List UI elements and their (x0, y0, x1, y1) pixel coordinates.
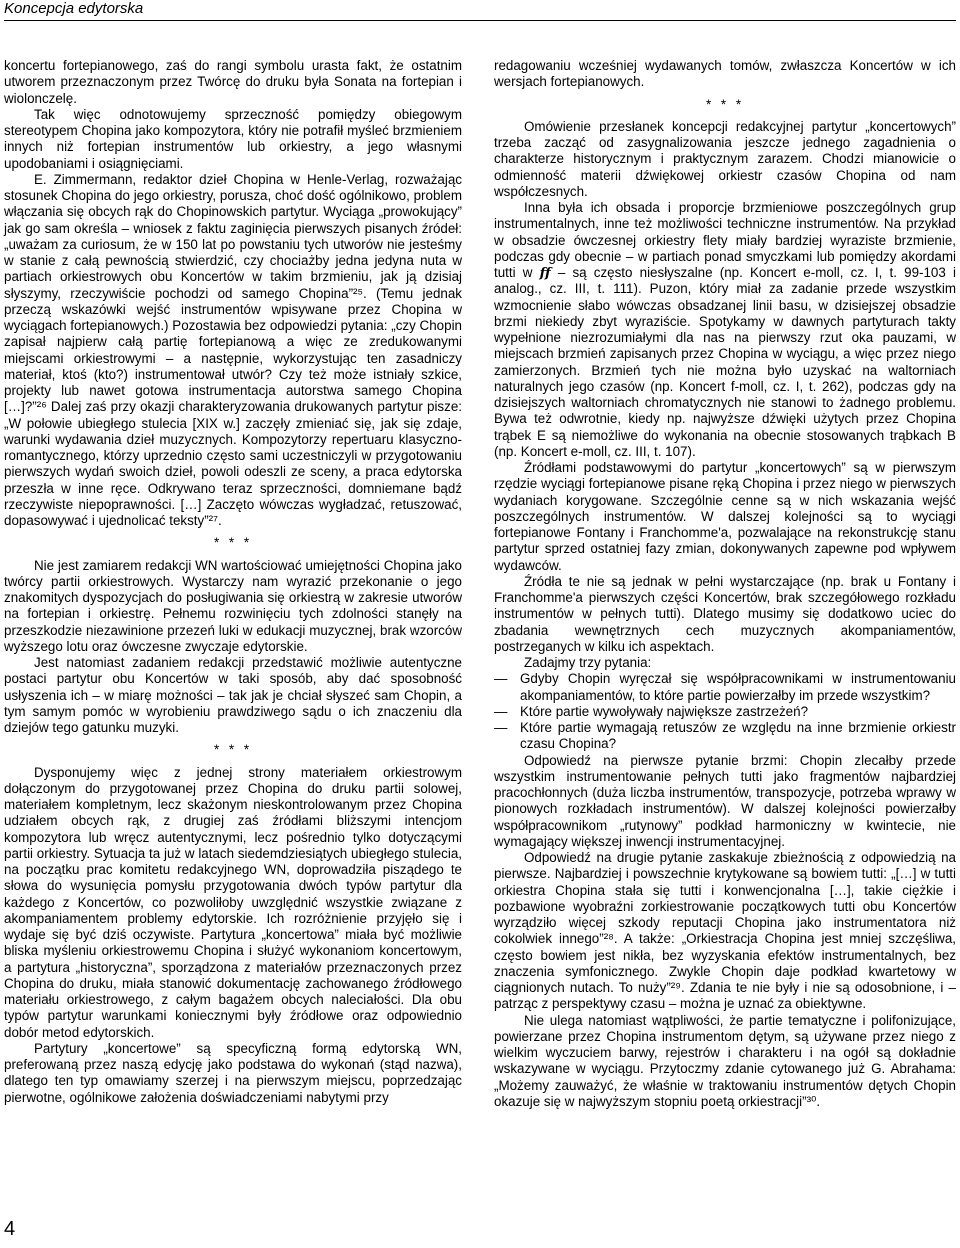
paragraph: Jest natomiast zadaniem redakcji przedstawić możliwie autentyczne postaci partytur obu Koncertów w taki sposób, aby dać sposobność usłyszenia ich – w miarę możności – tak jak je chciał słyszeć sam Chopin, a tym samym pomóc w wyrobieniu prawdziwego sądu o ich znaczeniu dla dziejów tego gatunku muzyki. (4, 655, 462, 735)
paragraph: Odpowiedź na drugie pytanie zaskakuje zbieżnością z odpowiedzią na pierwsze. Najbardziej i powszechnie krytykowane są bowiem tutti: „[…] w tutti orkiestra Chopina stała się tutti i konwencjonalna […], takie ciężkie i pozbawione wyobraźni zorkiestrowanie początkowych tutti obu Koncertów wyrządziło więcej szkody reputacji Chopina jako instrumentatora niż cokolwiek innego”²⁸. A także: „Orkiestracja Chopina jest mniej szczęśliwa, często bowiem jest nikła, bez wyzyskania efektów instrumentalnych, bez znaczenia symfonicznego. Zwykle Chopin daje podkład kwartetowy w ciągnionych nutach. To nuży”²⁹. Zdania te nie były i nie są odosobnione, i – patrząc z perspektywy czasu – można je uznać za obiektywne. (494, 850, 956, 1012)
right-column (494, 58, 956, 1110)
section-separator: * * * (213, 535, 253, 551)
paragraph: Nie ulega natomiast wątpliwości, że partie tematyczne i polifonizujące, powierzane przez Chopina instrumentom dętym, są używane przez niego z wielkim wyczuciem barwy, rejestrów i charakteru i na ogół są dokładnie wskazywane w wyciągu. Przytoczmy zdanie cytowanego już G. Abrahama: „Możemy zauważyć, że właśnie w traktowaniu instrumentów dętych Chopin okazuje się w najwyższym stopniu poetą orkiestracji”³⁰. (494, 1012, 956, 1109)
paragraph: Tak więc odnotowujemy sprzeczność pomiędzy obiegowym stereotypem Chopina jako kompozytora, który nie potrafił myśleć brzmieniem innych niż fortepian instrumentów lub orkiestry, a jego własnymi upodobaniami i osiągnięciami. (4, 106, 462, 171)
paragraph: Partytury „koncertowe” są specyficzną formą edytorską WN, preferowaną przez naszą edycję jako podstawa do wykonań (stąd nazwa), dlatego ten typ omawiamy szerzej i na pierwszym miejscu, poprzedzając pierwotne, ogólnikowe założenia doświadczeniami nabytymi przy (4, 1040, 462, 1105)
paragraph: Źródła te nie są jednak w pełni wystarczające (np. brak u Fontany i Franchomme'a pierwszych części Koncertów, brak szczegółowego rozkładu instrumentów w pełnych tutti). Dlatego musimy się dodatkowo uciec do zbadania wewnętrznych cech muzycznych akompaniamentów, postrzeganych w kilku ich aspektach. (494, 573, 956, 654)
fortissimo-dynamic-mark: ff (539, 265, 551, 281)
list-item: — Gdyby Chopin wyręczał się współpracownikami w instrumentowaniu akompaniamentów, to które partie powierzałby im przede wszystkim? (494, 671, 956, 704)
running-header: Koncepcja edytorska (4, 0, 144, 17)
left-column (4, 58, 462, 1106)
paragraph: Źródłami podstawowymi do partytur „koncertowych” są w pierwszym rzędzie wyciągi fortepianowe pisane ręką Chopina i przez niego w pierwszych wydaniach korygowane. Szczególnie cenne są w nich wskazania wejść poszczególnych instrumentów. W dalszej kolejności są to wyciągi fortepianowe Fontany i Franchomme'a, pozwalające na rekonstrukcję stanu partytur sprzed ostatniej fazy zmian, dokonywanych zapewne pod wpływem wydawców. (494, 460, 956, 573)
section-separator: * * * (213, 742, 253, 758)
section-separator: * * * (705, 96, 745, 112)
paragraph: redagowaniu wcześniej wydawanych tomów, zwłaszcza Koncertów w ich wersjach fortepianowych. (494, 58, 956, 90)
paragraph: koncertu fortepianowego, zaś do rangi symbolu urasta fakt, że ostatnim utworem przeznaczonym przez Twórcę do druku była Sonata na fortepian i wiolonczelę. (4, 58, 462, 106)
paragraph: Nie jest zamiarem redakcji WN wartościować umiejętności Chopina jako twórcy partii orkiestrowych. Wystarczy nam wyrazić przekonanie o jego znakomitych dyspozycjach do posługiwania się orkiestrą w zakresie utworów na fortepian i orkiestrę. Pełnemu rozwinięciu tych zdolności stanęły na przeszkodzie niezawinione przezeń luki w edukacji muzycznej, brak wzorców wyższego lotu oraz ówczesne zwyczaje edytorskie. (4, 557, 462, 654)
page-number: 4 (4, 1218, 16, 1240)
list-item: — Które partie wywoływały największe zastrzeżeń? (494, 704, 956, 720)
paragraph: Zadajmy trzy pytania: (524, 655, 652, 670)
list-item: — Które partie wymagają retuszów ze względu na inne brzmienie orkiestr czasu Chopina? (494, 720, 956, 753)
paragraph-text: – są często niesłyszalne (np. Koncert e-moll, cz. I, t. 99-103 i analog., cz. III, t. 111). Puzon, który miał za zadanie przede wszystkim wzmocnienie słabo wówczas obsadzanej linii basu, w dzisiejszej obsadzie brzmi niekiedy zbyt wyraziście. Spotykamy w dawnych partyturach takty wypełnione niezrozumiałymi dla nas na pierwszy rzut oka pauzami, w miejscach brzmień zapisanych przez Chopina w wyciągu, a więc przez niego zamierzonych. Brzmień tych nie można było uzyskać na waltorniach naturalnych jego czasów (np. Koncert f-moll, cz. I, t. 262), podczas gdy na dzisiejszych waltorniach chromatycznych nie stanowi to żadnego problemu. Bywa też odwrotnie, kiedy np. najwyższe dźwięki użytych przez Chopina trąbek E są niemożliwe do wykonania na obecnie stosowanych trąbkach B (np. Koncert e-moll, cz. III, t. 107). (494, 265, 956, 459)
paragraph: Odpowiedź na pierwsze pytanie brzmi: Chopin zlecałby przede wszystkim instrumentowanie pełnych tutti jako fragmentów najbardziej pracochłonnych (duża liczba instrumentów, transpozycje, potrzeba wprawy w pionowych rozkładach instrumentów). W dalszej kolejności powierzałby współpracownikom „rutynowy” podkład harmoniczny w kwintecie, nie wymagający większej inwencji instrumentacyjnej. (494, 752, 956, 849)
paragraph: Dysponujemy więc z jednej strony materiałem orkiestrowym dołączonym do przygotowanej przez Chopina do druku partii solowej, materiałem kompletnym, lecz skażonym nieskontrolowanym przez Chopina udziałem obcych rąk, z drugiej zaś źródłami bliższymi intencjom kompozytora lub wręcz autentycznymi, lecz pośrednio tylko dotyczącymi partii orkiestry. Sytuacja ta już w latach siedemdziesiątych ubiegłego stulecia, na początku prac komitetu redakcyjnego WN, doprowadziła pisządego te słowa do wysunięcia pomysłu przygotowania dwóch typów partytur dla każdego z Koncertów, co pozwoliłoby uwzględnić wszystkie związane z akompaniamentem problemy edytorskie. Ich rozróżnienie przyjęło się i wydaje się być dziś oczywiste. Partytura „koncertowa” miała być możliwie bliska myśleniu orkiestrowemu Chopina i służyć wykonaniom koncertowym, a partytura „historyczna”, sporządzona z materiałów przeznaczonych przez Chopina do druku, miała stanowić dokumentację zachowanego źródłowego materiału orkiestrowego, z całym bagażem obcych naleciałości. Dla obu typów partytur warunkami koniecznymi były źródłowe oraz odpowiednio dobór metod edytorskich. (4, 764, 462, 1040)
paragraph-text: Inna była ich obsada i proporcje brzmieniowe poszczególnych grup instrumentalnych, inne też możliwości techniczne instrumentów. Na przykład w obsadzie ówczesnej orkiestry flety miały bardziej wyraziste brzmienie, podczas gdy obecnie – w partiach ponad smyczkami lub pomiędzy akordami tutti w (494, 200, 956, 280)
header-rule (4, 20, 956, 21)
paragraph (494, 200, 956, 460)
question-list (494, 671, 956, 752)
paragraph: Omówienie przesłanek koncepcji redakcyjnej partytur „koncertowych” trzeba zacząć od zasygnalizowania jeszcze jednego zagadnienia o charakterze historycznym i praktycznym zarazem. Chodzi mianowicie o odmienność materii dźwiękowej orkiestr czasów Chopina od nam współczesnych. (494, 118, 956, 199)
paragraph: E. Zimmermann, redaktor dzieł Chopina w Henle-Verlag, rozważając stosunek Chopina do jego orkiestry, porusza, choć dość ogólnikowo, problem włączania się obcych rąk do Chopinowskich partytur. Wyciąga „prowokujący” jak go sam określa – wniosek z faktu zaginięcia pierwszych pisanych źródeł: „uważam za curiosum, że w 150 lat po powstaniu tych utworów nie jesteśmy w stanie z całą pewnością stwierdzić, czy chociażby jedna jedyna nuta w partiach orkiestrowych obu Koncertów w takim brzmieniu, jak ją dzisiaj słyszymy, rzeczywiście pochodzi od samego Chopina”²⁵. (Temu jednak przeczą wskazówki wejść instrumentów wpisywane przez Chopina w wyciągach fortepianowych.) Pozostawia bez odpowiedzi pytania: „czy Chopin zapisał najpierw całą partię fortepianową a więc ze zredukowanymi miejscami orkiestrowymi – a następnie, wykorzystując ten zasadniczy materiał, ktoś (kto?) instrumentował utwór? Czy też może istniały szkice, projekty lub nawet gotowa instrumentacja autorstwa samego Chopina […]?”²⁶ Dalej zaś przy okazji charakteryzowania drukowanych partytur pisze: „W połowie ubiegłego stulecia [XIX w.] zaczęły zmieniać się, jak się zdaje, warunki wydawania dzieł muzycznych. Kompozytorzy repertuaru klasyczno-romantycznego, którzy uprzednio często sami uczestniczyli w przygotowaniu pierwszych wydań swoich dzieł, powoli odeszli ze sceny, a praca edytorska przeszła w inne ręce. Odkrywano teraz sprzeczności, domniemane bądź rzeczywiste niepoprawności. […] Zaczęto wówczas wygładzać, retuszować, dopasowywać i ujednolicać teksty”²⁷. (4, 171, 462, 528)
